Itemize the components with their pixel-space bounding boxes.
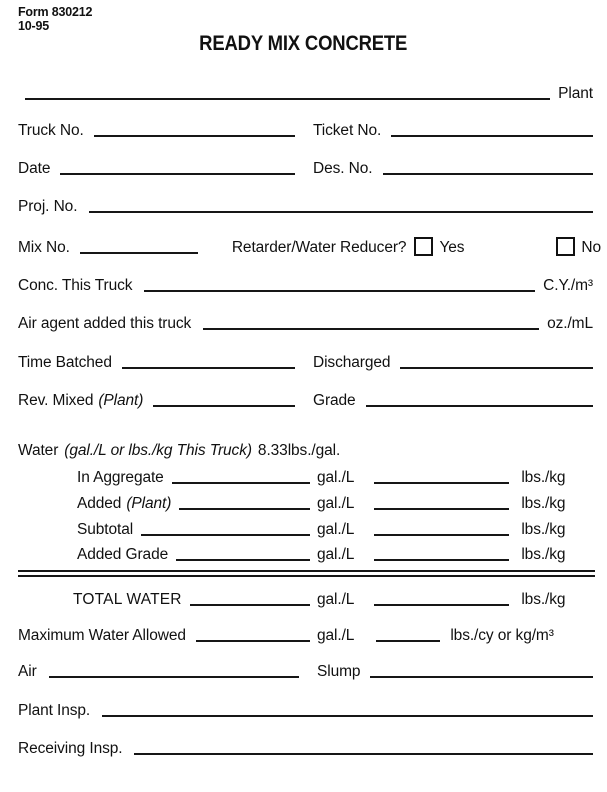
air-agent-input-line[interactable] <box>203 328 539 330</box>
retarder-no-label: No <box>581 239 601 256</box>
retarder-question-label: Retarder/Water Reducer? <box>231 239 407 256</box>
form-revision: 10-95 <box>18 18 49 33</box>
in-aggregate-label: In Aggregate <box>77 469 164 486</box>
total-water-gal-unit: gal./L <box>317 591 355 608</box>
plant-label: Plant <box>558 85 593 102</box>
total-water-lbs-input-line[interactable] <box>374 604 509 606</box>
air-agent-label: Air agent added this truck <box>18 315 192 332</box>
date-label: Date <box>18 160 51 177</box>
added-paren-label: (Plant) <box>126 495 172 512</box>
time-batched-row <box>18 353 593 372</box>
truck-no-label: Truck No. <box>18 122 84 139</box>
subtotal-lbs-input-line[interactable] <box>374 534 509 536</box>
receiving-insp-label: Receiving Insp. <box>18 740 123 757</box>
air-input-line[interactable] <box>49 676 299 678</box>
plant-row <box>18 84 593 103</box>
grade-label: Grade <box>313 392 356 409</box>
added-label: Added <box>77 495 122 512</box>
slump-input-line[interactable] <box>370 676 593 678</box>
air-agent-unit-label: oz./mL <box>547 315 593 332</box>
subtotal-lbs-unit: lbs./kg <box>521 521 566 538</box>
added-grade-gal-input-line[interactable] <box>176 559 310 561</box>
form-title: READY MIX CONCRETE <box>199 32 408 55</box>
plant-insp-input-line[interactable] <box>102 715 593 717</box>
added-grade-lbs-input-line[interactable] <box>374 559 509 561</box>
added-lbs-input-line[interactable] <box>374 508 509 510</box>
water-row-added-plant <box>77 494 593 513</box>
water-header-row <box>18 441 593 460</box>
retarder-no-checkbox[interactable] <box>556 237 575 256</box>
plant-insp-label: Plant Insp. <box>18 702 91 719</box>
max-water-gal-unit: gal./L <box>317 627 355 644</box>
total-water-row <box>73 590 593 609</box>
water-paren-label: (gal./L or lbs./kg This Truck) <box>64 442 252 459</box>
mix-no-input-line[interactable] <box>80 252 198 254</box>
in-aggregate-gal-unit: gal./L <box>317 469 355 486</box>
title-wrap <box>0 32 607 56</box>
des-no-input-line[interactable] <box>383 173 594 175</box>
water-row-added-grade <box>77 545 593 564</box>
conc-this-truck-input-line[interactable] <box>144 290 535 292</box>
double-rule-divider <box>18 570 595 577</box>
added-gal-unit: gal./L <box>317 495 355 512</box>
date-des-row <box>18 159 593 178</box>
truck-ticket-row <box>18 121 593 140</box>
discharged-label: Discharged <box>313 354 391 371</box>
retarder-yes-checkbox[interactable] <box>414 237 433 256</box>
date-input-line[interactable] <box>60 173 295 175</box>
conc-unit-label: C.Y./m³ <box>543 277 593 294</box>
total-water-label: TOTAL WATER <box>73 591 182 608</box>
time-batched-input-line[interactable] <box>122 367 295 369</box>
air-label: Air <box>18 663 37 680</box>
added-gal-input-line[interactable] <box>179 508 310 510</box>
grade-input-line[interactable] <box>366 405 593 407</box>
discharged-input-line[interactable] <box>400 367 593 369</box>
time-batched-label: Time Batched <box>18 354 112 371</box>
proj-no-label: Proj. No. <box>18 198 78 215</box>
max-water-label: Maximum Water Allowed <box>18 627 186 644</box>
added-grade-lbs-unit: lbs./kg <box>521 546 566 563</box>
max-water-gal-input-line[interactable] <box>196 640 310 642</box>
in-aggregate-lbs-unit: lbs./kg <box>521 469 566 486</box>
water-label: Water <box>18 442 59 459</box>
plant-input-line[interactable] <box>25 98 550 100</box>
ticket-no-input-line[interactable] <box>391 135 593 137</box>
mix-retarder-row <box>18 237 601 257</box>
retarder-yes-label: Yes <box>439 239 465 256</box>
proj-no-input-line[interactable] <box>89 211 593 213</box>
max-water-row <box>18 626 593 645</box>
max-water-lbs-input-line[interactable] <box>376 640 440 642</box>
water-row-subtotal <box>77 520 593 539</box>
plant-insp-row <box>18 701 593 720</box>
mix-no-label: Mix No. <box>18 239 70 256</box>
form-number: Form 830212 <box>18 5 93 19</box>
water-row-in-aggregate <box>77 468 593 487</box>
rev-mixed-row <box>18 391 593 410</box>
water-rate-label: 8.33lbs./gal. <box>257 442 341 459</box>
in-aggregate-lbs-input-line[interactable] <box>374 482 509 484</box>
rev-mixed-input-line[interactable] <box>153 405 295 407</box>
form-number-block <box>18 6 92 33</box>
proj-no-row <box>18 197 593 216</box>
total-water-lbs-unit: lbs./kg <box>521 591 566 608</box>
in-aggregate-gal-input-line[interactable] <box>172 482 310 484</box>
subtotal-label: Subtotal <box>77 521 134 538</box>
receiving-insp-input-line[interactable] <box>134 753 593 755</box>
added-lbs-unit: lbs./kg <box>521 495 566 512</box>
slump-label: Slump <box>317 663 361 680</box>
des-no-label: Des. No. <box>313 160 373 177</box>
rev-mixed-paren-label: (Plant) <box>98 392 144 409</box>
added-grade-gal-unit: gal./L <box>317 546 355 563</box>
ticket-no-label: Ticket No. <box>313 122 382 139</box>
subtotal-gal-unit: gal./L <box>317 521 355 538</box>
air-agent-row <box>18 314 593 333</box>
conc-this-truck-row <box>18 276 593 295</box>
conc-this-truck-label: Conc. This Truck <box>18 277 133 294</box>
rev-mixed-label: Rev. Mixed <box>18 392 94 409</box>
subtotal-gal-input-line[interactable] <box>141 534 310 536</box>
added-grade-label: Added Grade <box>77 546 169 563</box>
total-water-gal-input-line[interactable] <box>190 604 310 606</box>
truck-no-input-line[interactable] <box>94 135 295 137</box>
receiving-insp-row <box>18 739 593 758</box>
max-water-unit-label: lbs./cy or kg/m³ <box>450 627 554 644</box>
air-slump-row <box>18 662 593 681</box>
